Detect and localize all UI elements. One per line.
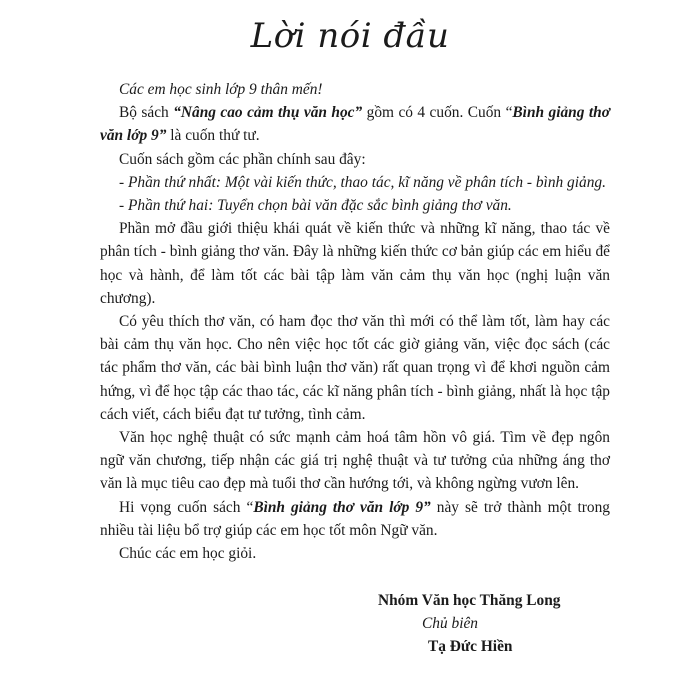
hope-text-end: này sẽ trở thành một trong nhiều tài liệu bổ trợ giúp các em học tốt môn Ngữ văn. [100, 498, 611, 539]
greeting: Các em học sinh lớp 9 thân mến! [119, 81, 323, 98]
signature-block [378, 589, 608, 659]
art-paragraph: Văn học nghệ thuật có sức mạnh cảm hoá tâm hồn vô giá. Tìm về đẹp ngôn ngữ văn chương, tiếp nhận các giá trị nghệ thuật và tư tưởng của những áng thơ văn là mục tiêu cao đẹp mà tuổi thơ cần hướng tới, và không ngừng vươn lên. [100, 429, 610, 493]
preface-body [100, 78, 610, 565]
part-one: - Phần thứ nhất: Một vài kiến thức, thao tác, kĩ năng về phân tích - bình giảng. [119, 173, 606, 191]
intro-text-end: là cuốn thứ tư. [166, 127, 260, 145]
sections-intro: Cuốn sách gồm các phần chính sau đây: [119, 150, 366, 168]
part-two: - Phần thứ hai: Tuyển chọn bài văn đặc sắc bình giảng thơ văn. [119, 197, 512, 215]
editor-name: Tạ Đức Hiền [428, 638, 513, 656]
author-group: Nhóm Văn học Thăng Long [378, 592, 561, 609]
intro-paragraph [100, 101, 610, 147]
love-paragraph: Có yêu thích thơ văn, có ham đọc thơ văn thì mới có thể làm tốt, làm hay các bài cảm thụ văn học. Cho nên việc học tốt các giờ giảng văn, việc đọc sách (các tác phẩm thơ văn, các bài bình luận thơ văn) rất quan trọng vì để khơi nguồn cảm hứng, vì để học tập các thao tác, các kĩ năng phân tích - bình giảng, nhất là học tập cách viết, cách biểu đạt tư tưởng, tình cảm. [100, 313, 610, 423]
editor-role: Chủ biên [422, 615, 479, 633]
opening-paragraph: Phần mở đầu giới thiệu khái quát về kiến thức và những kĩ năng, thao tác về phân tích - bình giảng thơ văn. Đây là những kiến thức cơ bản giúp các em hiểu để học và hành, để làm tốt các bài tập làm văn cảm thụ văn học (nghị luận văn chương). [100, 220, 610, 307]
hope-book-title: Bình giảng thơ văn lớp 9” [253, 498, 431, 516]
intro-text-middle: gồm có 4 cuốn. Cuốn “ [362, 104, 513, 122]
hope-paragraph [100, 496, 610, 542]
page-title: Lời nói đầu [250, 16, 450, 56]
book-title: Bình giảng thơ văn lớp 9” [100, 104, 610, 145]
series-title: “Nâng cao cảm thụ văn học” [173, 104, 363, 122]
hope-text-start: Hi vọng cuốn sách “ [119, 498, 254, 516]
closing-line: Chúc các em học giỏi. [119, 545, 257, 563]
intro-text-start: Bộ sách [119, 104, 174, 122]
